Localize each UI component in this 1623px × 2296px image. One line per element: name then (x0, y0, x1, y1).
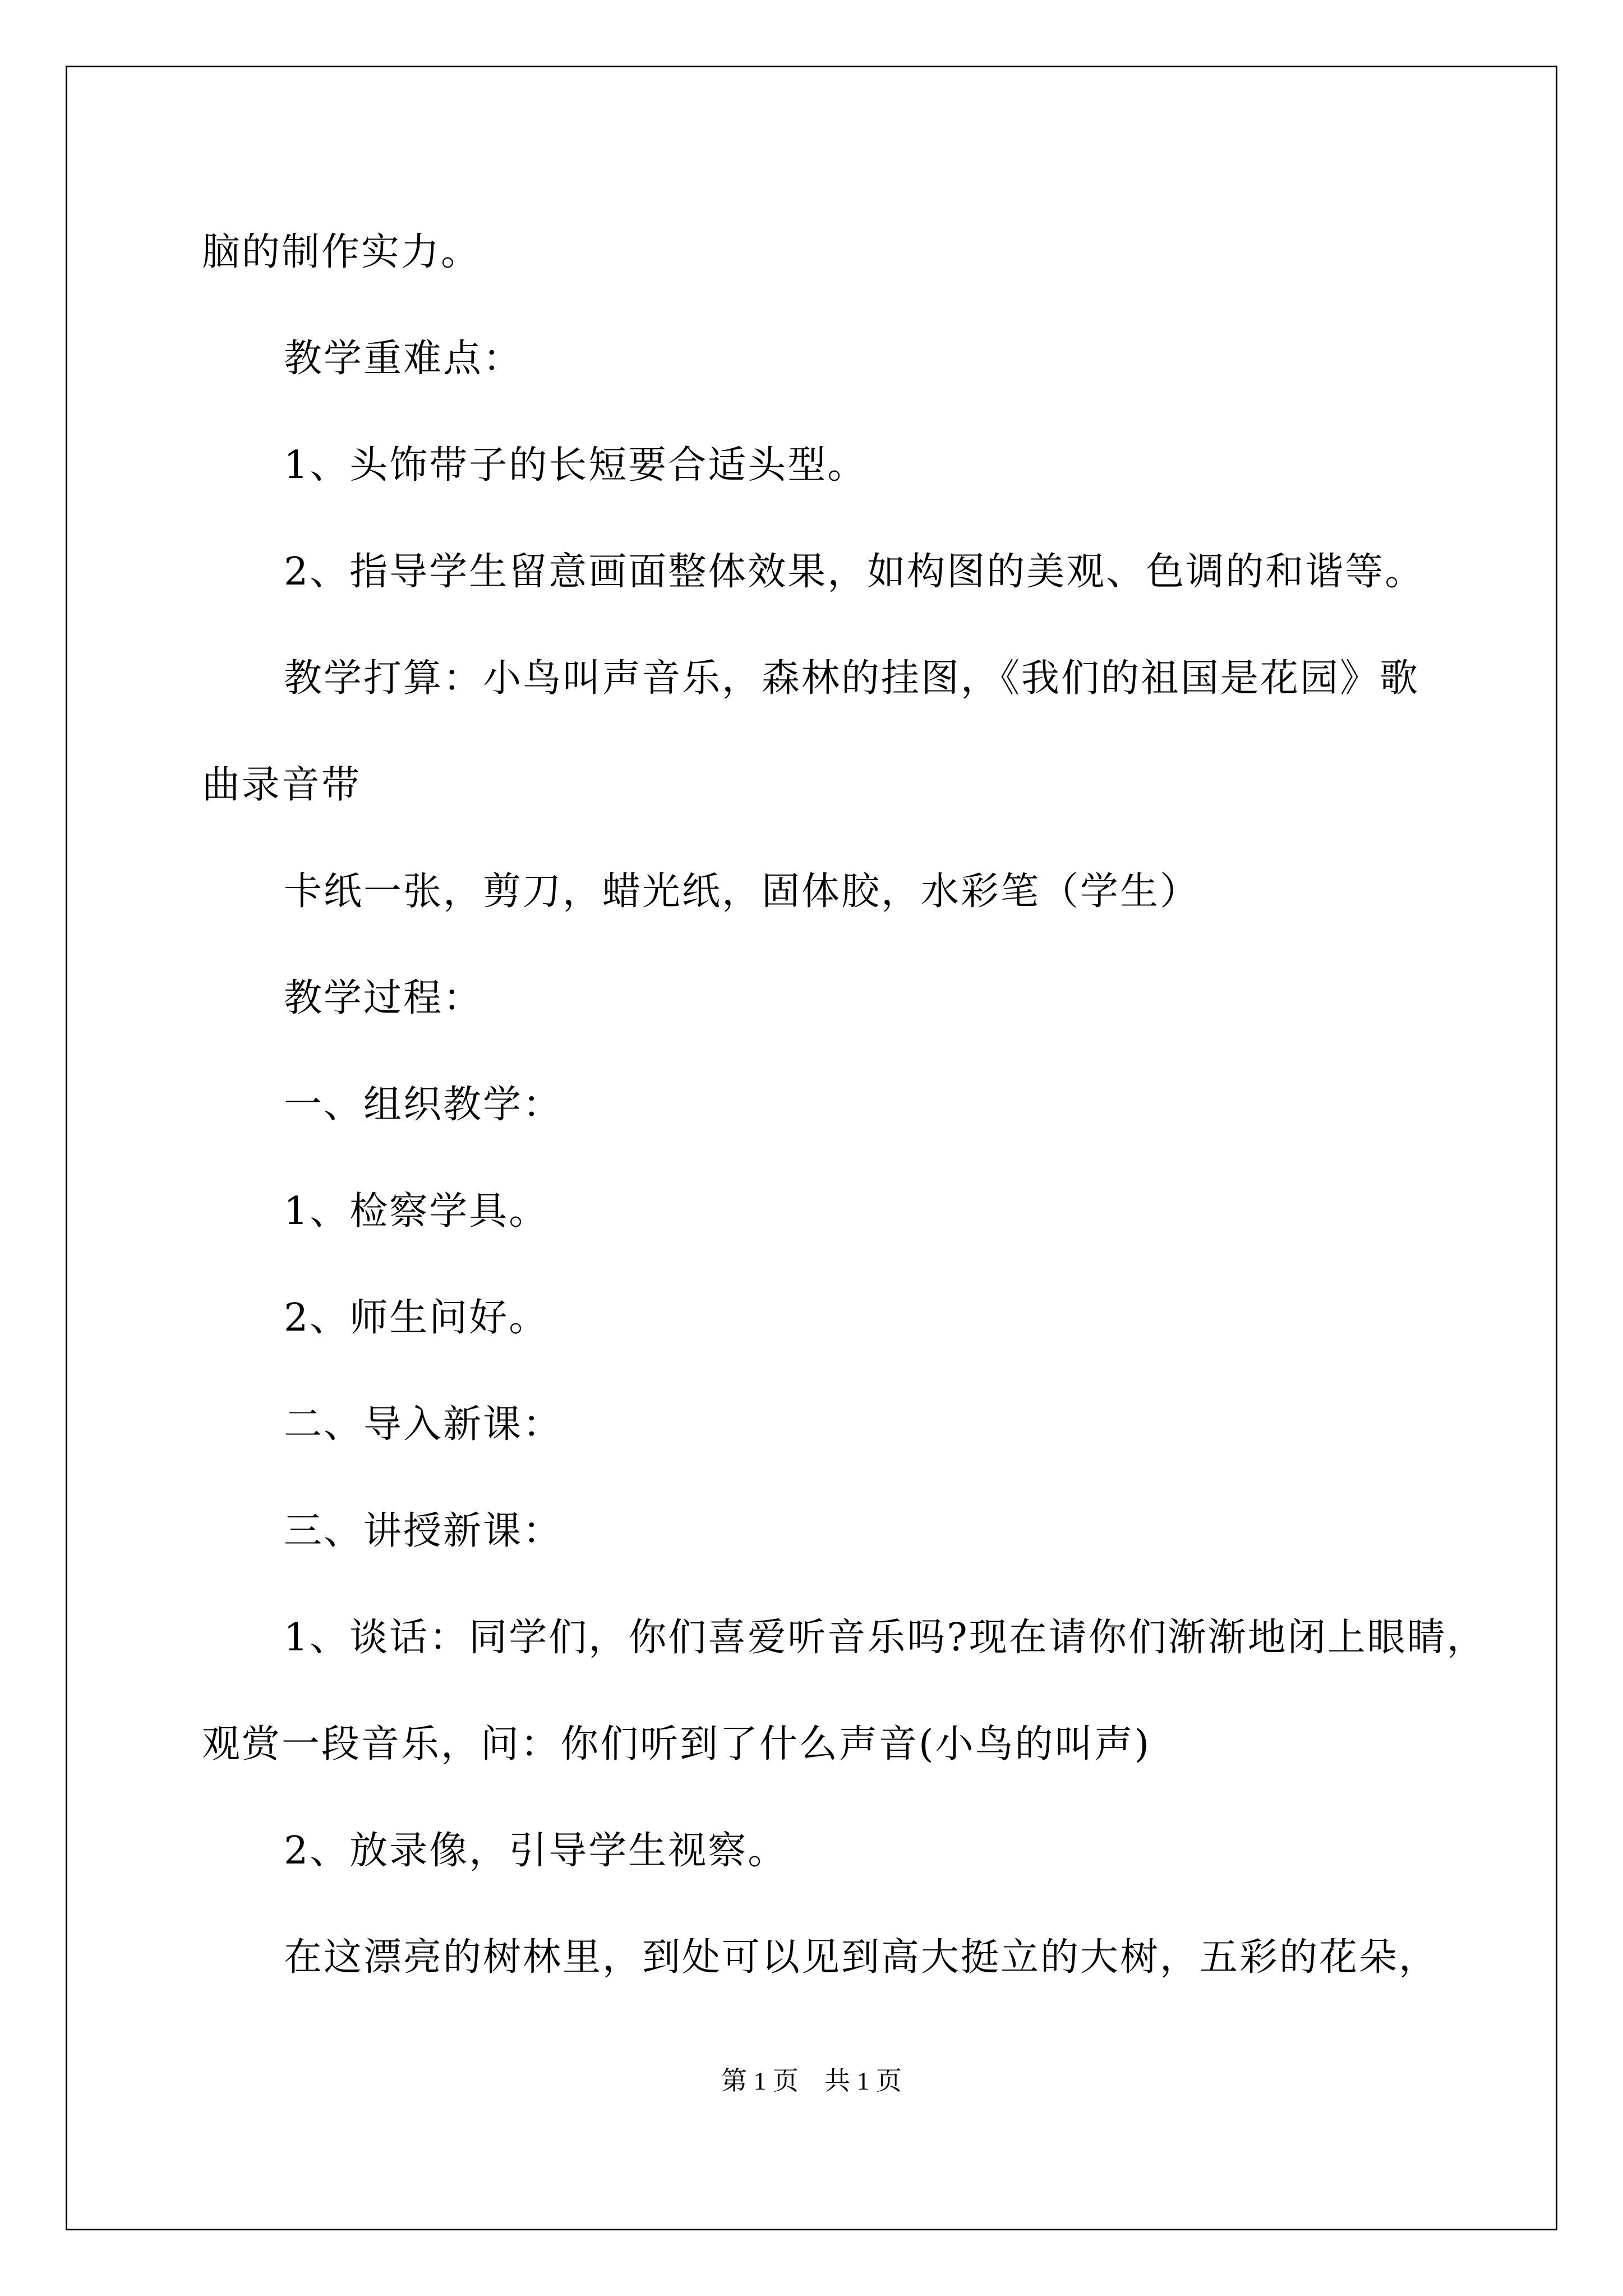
text-line-3: 1、头饰带子的长短要合适头型。 (284, 443, 868, 487)
page-total: 共 1 页 (824, 2067, 902, 2095)
text-line-4: 2、指导学生留意画面整体效果，如构图的美观、色调的和谐等。 (284, 550, 1425, 594)
text-line-5: 教学打算：小鸟叫声音乐，森林的挂图，《我们的祖国是花园》歌 (284, 656, 1420, 701)
text-line-15: 观赏一段音乐，问：你们听到了什么声音(小鸟的叫声) (202, 1722, 1151, 1766)
text-line-16: 2、放录像，引导学生视察。 (284, 1829, 788, 1873)
text-line-14: 1、谈话：同学们，你们喜爱听音乐吗?现在请你们渐渐地闭上眼睛， (284, 1616, 1487, 1660)
document-body (202, 199, 1487, 2011)
page-footer (0, 2064, 1623, 2098)
text-line-10: 1、检察学具。 (284, 1189, 549, 1234)
text-line-13: 三、讲授新课： (284, 1509, 563, 1553)
text-line-9: 一、组织教学： (284, 1083, 563, 1127)
text-line-11: 2、师生问好。 (284, 1296, 549, 1340)
text-line-2: 教学重难点： (284, 337, 523, 381)
text-line-8: 教学过程： (284, 976, 483, 1020)
text-line-7: 卡纸一张，剪刀，蜡光纸，固体胶，水彩笔（学生） (284, 869, 1200, 914)
text-line-6: 曲录音带 (202, 763, 362, 807)
text-line-12: 二、导入新课： (284, 1402, 563, 1447)
text-line-17: 在这漂亮的树林里，到处可以见到高大挺立的大树，五彩的花朵， (284, 1935, 1439, 1980)
text-line-1: 脑的制作实力。 (202, 230, 481, 274)
page-number: 第 1 页 (721, 2067, 799, 2095)
